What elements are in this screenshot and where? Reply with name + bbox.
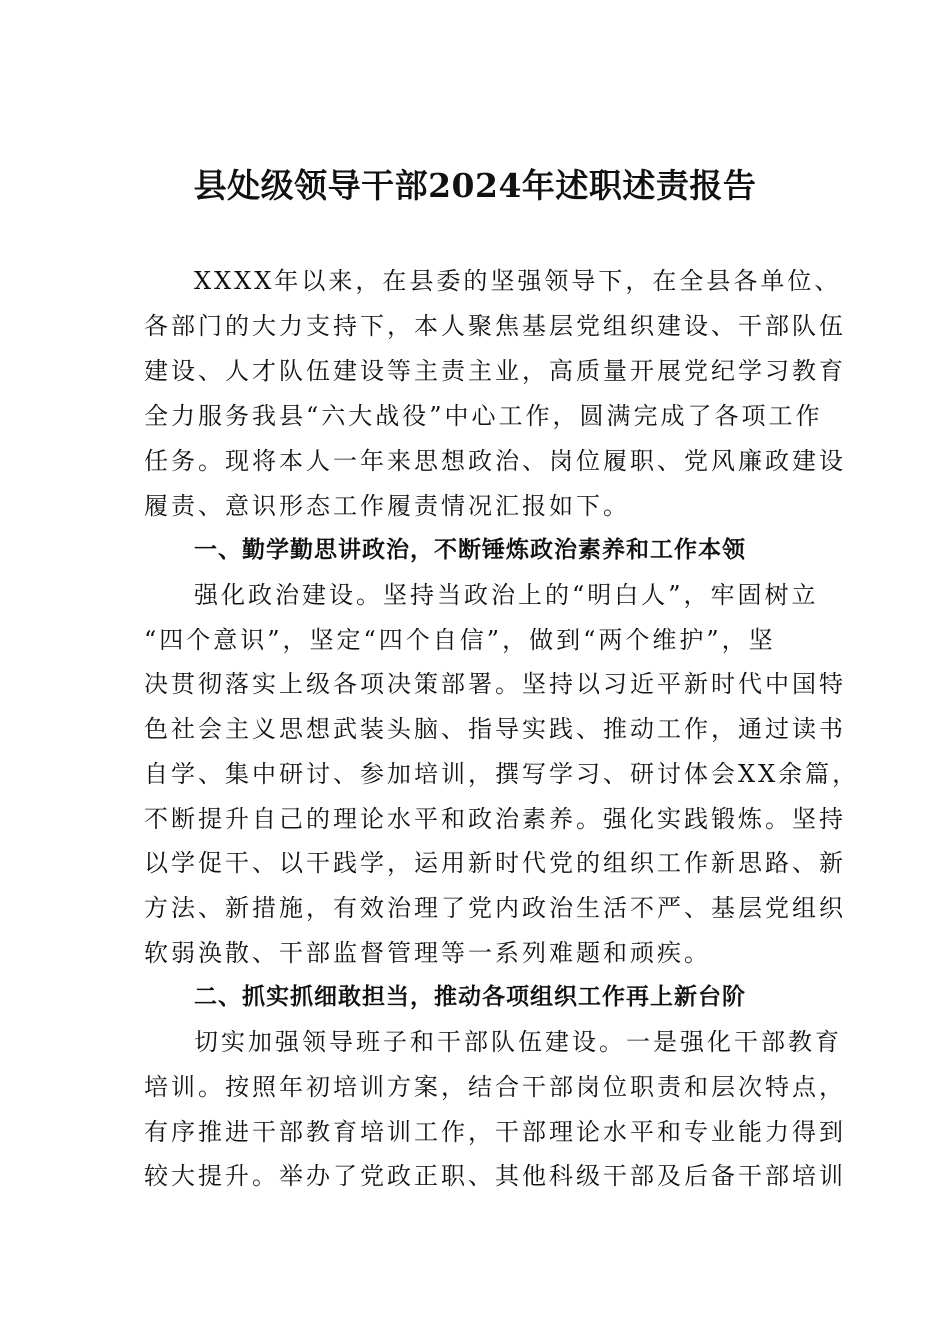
paragraph-line: 强化政治建设。坚持当政治上的“明白人”，牢固树立 — [194, 581, 819, 609]
paragraph-line: 建设、人才队伍建设等主责主业，高质量开展党纪学习教育 — [144, 357, 846, 385]
document-title: 县处级领导干部2024年述职述责报告 — [193, 166, 757, 205]
paragraph-line: 较大提升。举办了党政正职、其他科级干部及后备干部培训 — [144, 1162, 846, 1190]
paragraph-line: 自学、集中研讨、参加培训，撰写学习、研讨体会XX余篇， — [144, 760, 860, 788]
paragraph-line: 有序推进干部教育培训工作，干部理论水平和专业能力得到 — [144, 1118, 846, 1146]
paragraph-line: 培训。按照年初培训方案，结合干部岗位职责和层次特点， — [144, 1073, 846, 1101]
paragraph-line: 方法、新措施，有效治理了党内政治生活不严、基层党组织 — [144, 894, 846, 922]
paragraph-line: 以学促干、以干践学，运用新时代党的组织工作新思路、新 — [144, 849, 846, 877]
section-heading-2: 二、抓实抓细敢担当，推动各项组织工作再上新台阶 — [194, 984, 746, 1010]
paragraph-line: 各部门的大力支持下，本人聚焦基层党组织建设、干部队伍 — [144, 312, 846, 340]
paragraph-line: 不断提升自己的理论水平和政治素养。强化实践锻炼。坚持 — [144, 805, 846, 833]
paragraph-line: 任务。现将本人一年来思想政治、岗位履职、党风廉政建设 — [144, 447, 846, 475]
paragraph-line: 履责、意识形态工作履责情况汇报如下。 — [144, 492, 630, 520]
paragraph-line: 色社会主义思想武装头脑、指导实践、推动工作，通过读书 — [144, 715, 846, 743]
paragraph-line: 全力服务我县“六大战役”中心工作，圆满完成了各项工作 — [144, 402, 823, 430]
paragraph-line: 决贯彻落实上级各项决策部署。坚持以习近平新时代中国特 — [144, 670, 846, 698]
paragraph-line: 切实加强领导班子和干部队伍建设。一是强化干部教育 — [194, 1028, 842, 1056]
paragraph-line: XXXX年以来，在县委的坚强领导下，在全县各单位、 — [194, 267, 842, 295]
paragraph-line: “四个意识”，坚定“四个自信”，做到“两个维护”，坚 — [144, 626, 776, 654]
section-heading-1: 一、勤学勤思讲政治，不断锤炼政治素养和工作本领 — [194, 537, 746, 563]
paragraph-line: 软弱涣散、干部监督管理等一系列难题和顽疾。 — [144, 939, 711, 967]
